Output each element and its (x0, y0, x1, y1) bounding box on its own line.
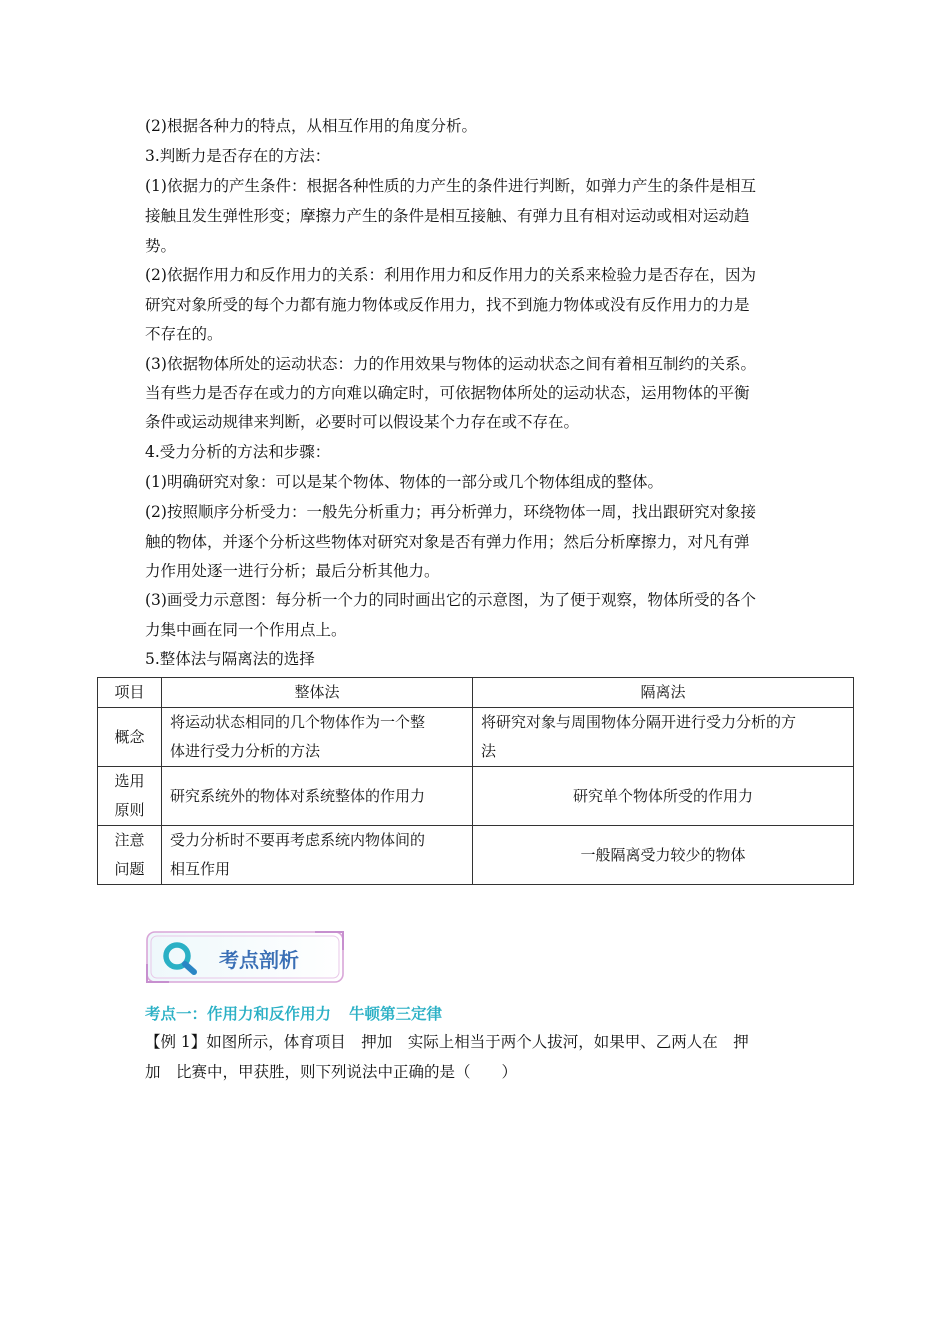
cell-line: 将运动状态相同的几个物体作为一个整 (170, 713, 426, 731)
table-row (98, 708, 854, 767)
header-cell: 项目 (98, 678, 162, 708)
paragraph: 接触且发生弹性形变；摩擦力产生的条件是相互接触、有弹力且有相对运动或相对运动趋 (145, 207, 750, 225)
paragraph: (2)按照顺序分析受力：一般先分析重力；再分析弹力，环绕物体一周，找出跟研究对象接 (145, 503, 756, 521)
paragraph: 3.判断力是否存在的方法： (145, 147, 331, 165)
row-label-line: 问题 (114, 860, 145, 878)
whole-method-cell (162, 708, 473, 767)
isolation-method-cell (473, 826, 854, 885)
paragraph: (3)依据物体所处的运动状态：力的作用效果与物体的运动状态之间有着相互制约的关系。 (145, 355, 756, 373)
paragraph: 力作用处逐一进行分析；最后分析其他力。 (145, 562, 440, 580)
paragraph: (3)画受力示意图：每分析一个力的同时画出它的示意图，为了便于观察，物体所受的各个 (145, 591, 756, 609)
paragraph: 不存在的。 (145, 325, 223, 343)
paragraph: 条件或运动规律来判断，必要时可以假设某个力存在或不存在。 (145, 413, 580, 431)
paragraph: 触的物体，并逐个分析这些物体对研究对象是否有弹力作用；然后分析摩擦力，对凡有弹 (145, 533, 750, 551)
paragraph: 当有些力是否存在或力的方向难以确定时，可依据物体所处的运动状态，运用物体的平衡 (145, 384, 750, 402)
cell-line: 将研究对象与周围物体分隔开进行受力分析的方 (481, 713, 797, 731)
row-label-line: 选用 (114, 772, 145, 790)
row-label-line: 注意 (114, 831, 145, 849)
paragraph: (2)根据各种力的特点，从相互作用的角度分析。 (145, 117, 477, 135)
whole-method-cell (162, 826, 473, 885)
paragraph: (2)依据作用力和反作用力的关系：利用作用力和反作用力的关系来检验力是否存在，因为 (145, 266, 756, 284)
row-label-cell (98, 708, 162, 767)
header-cell: 隔离法 (473, 678, 854, 708)
whole-method-cell (162, 767, 473, 826)
cell-line: 法 (481, 742, 497, 760)
paragraph: 势。 (145, 237, 177, 255)
cell-line: 相互作用 (170, 860, 231, 878)
comparison-table (97, 677, 854, 885)
cell-line: 一般隔离受力较少的物体 (580, 845, 746, 864)
paragraph: 研究对象所受的每个力都有施力物体或反作用力，找不到施力物体或没有反作用力的力是 (145, 296, 750, 314)
paragraph: (1)明确研究对象：可以是某个物体、物体的一部分或几个物体组成的整体。 (145, 473, 663, 491)
paragraph: (1)依据力的产生条件：根据各种性质的力产生的条件进行判断，如弹力产生的条件是相互 (145, 177, 756, 195)
search-icon (161, 940, 201, 976)
section-title-part: 牛顿第三定律 (349, 1005, 443, 1023)
example-question-line: 加 比赛中，甲获胜，则下列说法中正确的是（ ） (145, 1063, 518, 1081)
cell-line: 受力分析时不要再考虑系统内物体间的 (170, 831, 426, 849)
section-title (145, 1002, 442, 1024)
isolation-method-cell (473, 708, 854, 767)
badge-label: 考点剖析 (219, 948, 299, 972)
cell-line: 研究单个物体所受的作用力 (572, 786, 753, 805)
table-row (98, 767, 854, 826)
isolation-method-cell (473, 767, 854, 826)
cell-line: 体进行受力分析的方法 (170, 742, 321, 760)
row-label-line: 原则 (114, 801, 145, 819)
paragraph: 力集中画在同一个作用点上。 (145, 621, 347, 639)
section-title-part: 考点一：作用力和反作用力 (145, 1005, 332, 1023)
row-label-line: 概念 (114, 727, 145, 746)
row-label-cell (98, 826, 162, 885)
row-label-cell (98, 767, 162, 826)
paragraph: 4.受力分析的方法和步骤： (145, 443, 331, 461)
cell-line: 研究系统外的物体对系统整体的作用力 (170, 786, 426, 805)
example-question-line: 【例 1】如图所示，体育项目 押加 实际上相当于两个人拔河，如果甲、乙两人在 押 (145, 1033, 749, 1051)
paragraph: 5.整体法与隔离法的选择 (145, 650, 315, 668)
table-row (98, 826, 854, 885)
table-header-row (98, 678, 854, 708)
header-cell: 整体法 (162, 678, 473, 708)
section-badge (145, 928, 347, 986)
